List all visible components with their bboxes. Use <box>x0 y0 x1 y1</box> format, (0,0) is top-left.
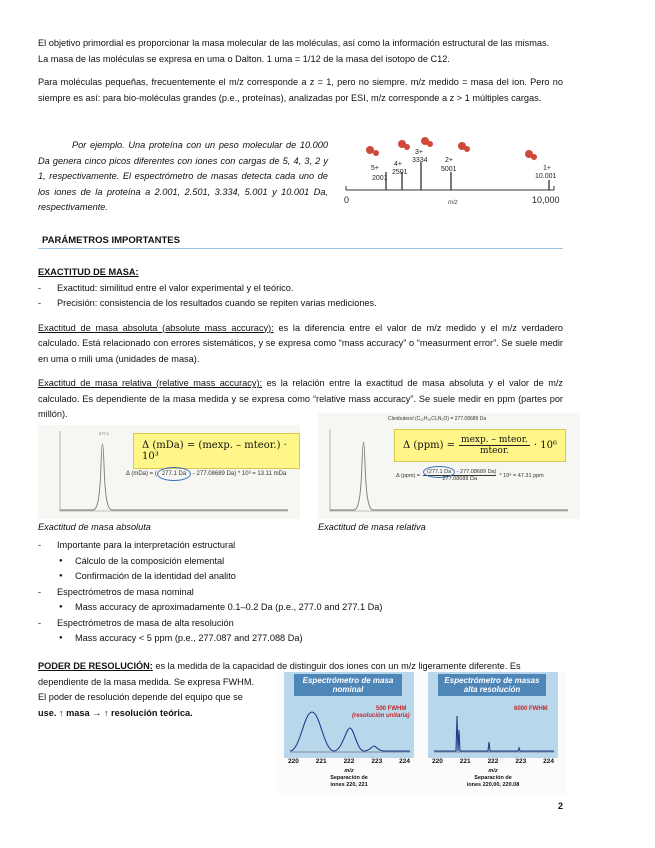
relativa-text: es la relación entre la exactitud de masa absoluta y el valor de m/z calculado. Es dependiente de la masa medida y se expresa como “relative mass accuracy”. Se suele medir en ppm (partes por millón). <box>38 378 563 419</box>
caption-absolute: Exactitud de masa absoluta <box>38 522 151 532</box>
tick-label: 224 <box>543 758 554 765</box>
importance-list <box>38 538 563 647</box>
figure-relative-accuracy <box>318 413 580 519</box>
intro <box>38 36 563 106</box>
protein-example: Por ejemplo. Una proteína con un peso molecular de 10.000 Da genera cinco picos diferentes con iones con cargas de 5, 4, 3, 2 y 1, respectivamente. El espectrómetro de masas detecta cada uno de los iones de la proteína a 2.001, 2.501, 3.334, 5.001 y 10.001 Da, respectivamente. <box>38 140 328 212</box>
intro-paragraph-1: El objetivo primordial es proporcionar la masa molecular de las moléculas, así como la información estructural de las mismas. <box>38 38 550 48</box>
peak-mz: 2001 <box>372 175 388 182</box>
tick-label: 223 <box>371 758 383 765</box>
separation-label: Separación de <box>474 775 512 781</box>
calc-post: * 10⁶ = 47.31 ppm <box>499 472 544 479</box>
peak-charge: 1+ <box>543 165 551 172</box>
peak-charge: 2+ <box>445 157 453 164</box>
list-item: - Espectrómetros de masa nominal <box>38 585 563 601</box>
peak-mz: 2501 <box>392 169 408 176</box>
fwhm-label: 6000 FWHM <box>514 706 548 712</box>
formula-absolute <box>133 433 300 469</box>
tick-label: 222 <box>343 758 355 765</box>
list-item: ● Mass accuracy < 5 ppm (p.e., 277.087 and 277.088 Da) <box>38 631 563 647</box>
calc-numerator: - 277.08689 Da) <box>455 469 497 475</box>
peak-mz: 3334 <box>412 157 428 164</box>
exactitud-section <box>38 265 563 423</box>
high-res-panel-title: Espectrómetro de masas alta resolución <box>438 674 546 696</box>
axis-start: 0 <box>344 195 350 205</box>
absoluta-paragraph <box>38 321 563 368</box>
resolution-note: (resolución unitaria) <box>352 713 410 719</box>
peak-charge: 5+ <box>371 165 379 172</box>
poder-line-3: El poder de resolución depende del equipo que se <box>38 692 243 702</box>
calc-pre: Δ (ppm) = <box>396 472 421 479</box>
section-title: PARÁMETROS IMPORTANTES <box>42 235 180 246</box>
tick-label: 222 <box>487 758 499 765</box>
axis-label: m/z <box>448 200 458 206</box>
list-item: - Espectrómetros de masa de alta resolución <box>38 616 563 632</box>
exactitud-title: EXACTITUD DE MASA: <box>38 267 139 277</box>
tick-label: 221 <box>315 758 327 765</box>
poder-text: es la medida de la capacidad de distinguir dos iones con un m/z ligeramente diferente. Es <box>152 661 521 671</box>
nominal-panel-title: Espectrómetro de masa nominal <box>294 674 402 696</box>
calc-post: - 277.08689 Da) * 10³ = 13.11 mDa <box>191 471 287 477</box>
formula-factor: · 10⁶ <box>533 440 557 451</box>
exactitud-list <box>38 281 563 312</box>
peak-mz: 5001 <box>441 166 457 173</box>
peak-label: 277.1 <box>99 431 110 436</box>
list-item: ● Mass accuracy de aproximadamente 0.1–0.2 Da (p.e., 277.0 and 277.1 Da) <box>38 600 563 616</box>
poder-line-4: use. ↑ masa → ↑ resolución teórica. <box>38 707 193 718</box>
highlight-circle: 277.1 Da <box>157 467 191 481</box>
intro-paragraph-2: La masa de las moléculas se expresa en uma o Dalton. 1 uma = 1/12 de la masa del isotopo de C12. <box>38 53 450 64</box>
formula-rhs: (mexp. – mteor.) · 10³ <box>142 440 287 462</box>
nominal-ticks <box>284 758 414 765</box>
high-res-caption <box>428 768 558 789</box>
poder-line-2: dependiente de la masa medida. Se expresa FWHM. <box>38 676 255 687</box>
absoluta-term: Exactitud de masa absoluta (absolute mass accuracy): <box>38 322 274 333</box>
highlight-circle: (277.1 Da <box>423 466 455 478</box>
separation-value: iones 220,00, 220.08 <box>466 782 520 788</box>
tick-label: 224 <box>399 758 410 765</box>
caption-relative: Exactitud de masa relativa <box>318 522 426 532</box>
separation-value: iones 220, 221 <box>330 782 368 788</box>
calc-relative <box>396 469 544 482</box>
section-rule <box>38 248 563 249</box>
compound-label: Clenbuterol (C₁₂H₁₈Cl₂N₂O) = 277.08689 Da <box>388 416 487 422</box>
formula-lhs: Δ (ppm) = <box>403 440 456 451</box>
high-res-ticks <box>428 758 558 765</box>
list-item: ● Cálculo de la composición elemental <box>38 554 563 570</box>
resolution-figure <box>276 672 566 794</box>
formula-denominator: mteor. <box>479 446 510 456</box>
poder-term: PODER DE RESOLUCIÓN: <box>38 661 153 671</box>
list-item: ● Confirmación de la identidad del analito <box>38 569 563 585</box>
relativa-term: Exactitud de masa relativa (relative mass accuracy): <box>38 378 263 388</box>
formula-lhs: Δ (mDa) = <box>142 440 196 451</box>
mz-label: m/z <box>344 768 354 774</box>
charge-state-spectrum <box>340 132 570 212</box>
tick-label: 223 <box>515 758 527 765</box>
list-item: - Importante para la interpretación estructural <box>38 538 563 554</box>
intro-paragraph-3: Para moléculas pequeñas, frecuentemente el m/z corresponde a z = 1, pero no siempre. m/z medido = masa del ion. Pero no siempre es así: para bio-moléculas grandes (p.e., proteínas), analizadas por ESI, m/z corresponde a z > 1 múltiples cargas. <box>38 77 563 103</box>
axis-end: 10,000 <box>532 195 560 205</box>
list-item: - Exactitud: similitud entre el valor experimental y el teórico. <box>38 281 563 297</box>
high-res-spectrum-curve <box>434 716 554 751</box>
nominal-spectrum-curve <box>290 712 410 751</box>
page-number: 2 <box>558 801 564 811</box>
figure-absolute-accuracy <box>38 425 300 519</box>
calc-denominator: 277.08689 Da <box>442 476 478 482</box>
separation-label: Separación de <box>330 775 368 781</box>
calc-absolute <box>126 471 286 477</box>
formula-relative <box>394 429 566 462</box>
peak-charge: 4+ <box>394 161 402 168</box>
formula-numerator: mexp. – mteor. <box>461 435 528 445</box>
fwhm-label: 500 FWHM <box>376 706 407 712</box>
tick-label: 220 <box>288 758 299 765</box>
list-item: - Precisión: consistencia de los resultados cuando se repiten varias mediciones. <box>38 296 563 312</box>
ion-icon <box>366 146 374 154</box>
nominal-caption <box>284 768 414 789</box>
peak-charge: 3+ <box>415 149 423 156</box>
tick-label: 220 <box>432 758 443 765</box>
absoluta-text: es la diferencia entre el valor de m/z medido y el m/z verdadero calculado. Está relacionado con errores sistemáticos, y se expresa como “mass accuracy” o “measurment error”. Se suele medir en uma o mili uma (unidades de masa). <box>38 322 564 364</box>
tick-label: 221 <box>459 758 471 765</box>
calc-pre: Δ (mDa) = ( <box>126 471 157 477</box>
mz-label: m/z <box>488 768 498 774</box>
peak-mz: 10.001 <box>535 173 557 180</box>
